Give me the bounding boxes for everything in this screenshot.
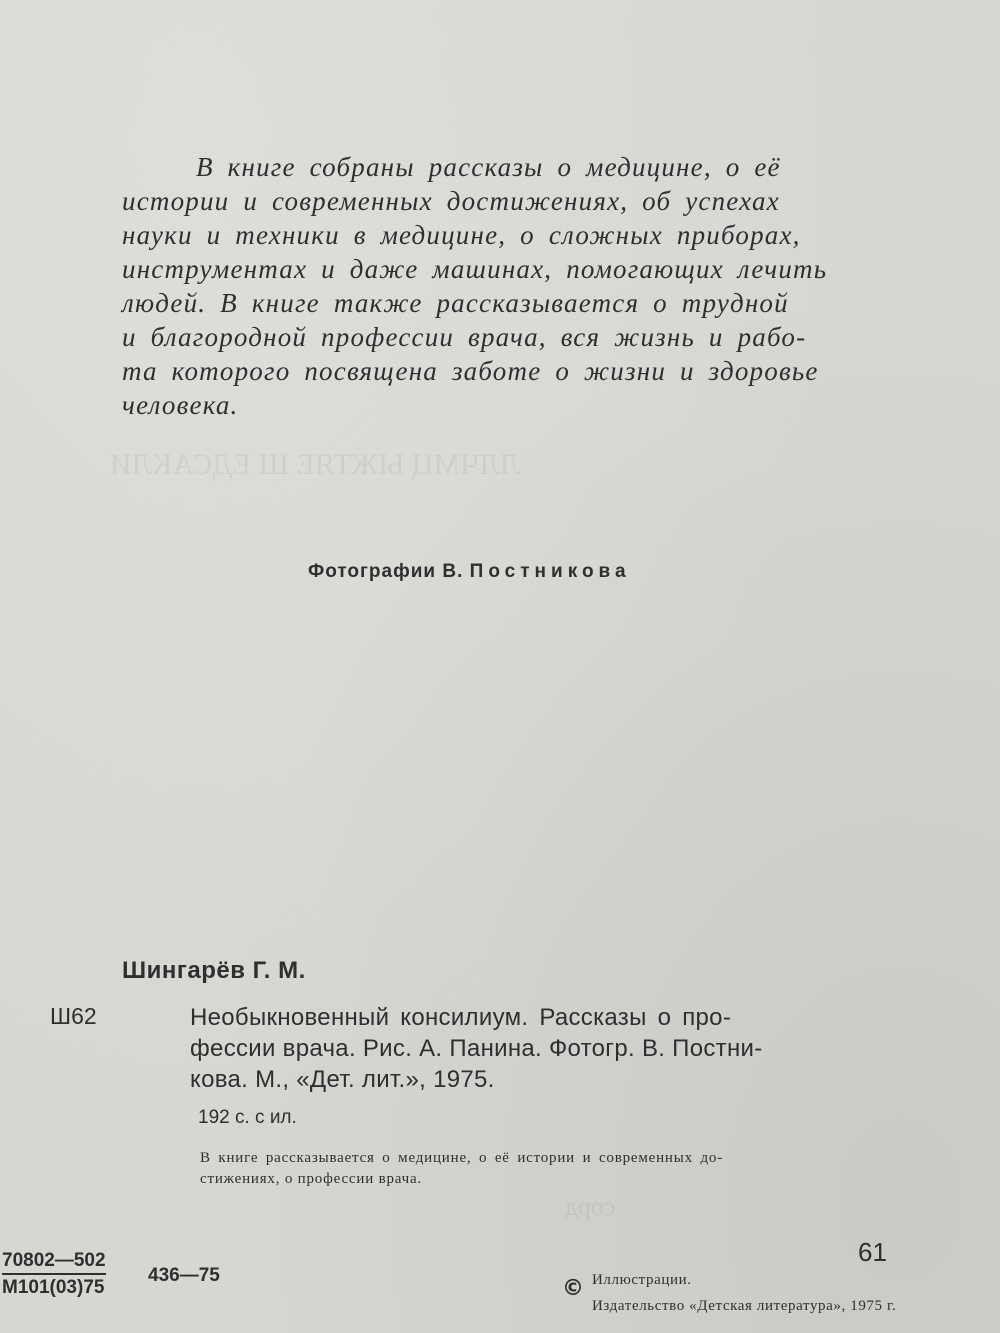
show-through-text: ЛЛЧМЦ ЫЖТЯЕ Ш ЕДСАКЛИ bbox=[110, 448, 521, 481]
description-line: фессии врача. Рис. А. Панина. Фотогр. В. Постни- bbox=[190, 1035, 763, 1062]
photo-credit bbox=[308, 561, 631, 583]
index-suffix: 436—75 bbox=[148, 1265, 220, 1286]
annotation-line: и благородной профессии врача, вся жизнь и рабо- bbox=[122, 322, 807, 352]
catalog-author: Шингарёв Г. М. bbox=[122, 957, 306, 984]
index-denominator: М101(03)75 bbox=[2, 1277, 105, 1298]
annotation-paragraph bbox=[122, 150, 922, 422]
classification-index bbox=[2, 1248, 106, 1300]
annotation-line: та которого посвящена заботе о жизни и здоровье bbox=[122, 356, 819, 386]
summary-line: В книге рассказывается о медицине, о её истории и современных до- bbox=[200, 1150, 723, 1166]
show-through-text-2: сорд bbox=[565, 1192, 616, 1221]
description-line: кова. М., «Дет. лит.», 1975. bbox=[190, 1066, 495, 1093]
catalog-summary bbox=[200, 1148, 900, 1190]
catalog-pages: 192 с. с ил. bbox=[198, 1107, 297, 1128]
annotation-line: В книге собраны рассказы о медицине, о её bbox=[196, 152, 781, 182]
description-line: Необыкновенный консилиум. Рассказы о про- bbox=[190, 1004, 732, 1031]
illustrations-note: Иллюстрации. bbox=[592, 1272, 692, 1288]
photo-credit-prefix: Фотографии В. bbox=[308, 561, 464, 582]
annotation-line: человека. bbox=[122, 390, 239, 420]
photo-credit-name: Постникова bbox=[469, 561, 631, 582]
copyright-icon: © bbox=[562, 1276, 584, 1301]
annotation-line: науки и техники в медицине, о сложных приборах, bbox=[122, 220, 801, 250]
annotation-line: людей. В книге также рассказывается о трудной bbox=[122, 288, 789, 318]
catalog-description bbox=[190, 1002, 890, 1095]
catalog-code: Ш62 bbox=[50, 1003, 97, 1029]
index-numerator: 70802—502 bbox=[2, 1248, 106, 1275]
publisher-line: Издательство «Детская литература», 1975 г. bbox=[592, 1298, 897, 1314]
page-number: 61 bbox=[858, 1237, 887, 1267]
summary-line: стижениях, о профессии врача. bbox=[200, 1171, 422, 1187]
annotation-line: истории и современных достижениях, об успехах bbox=[122, 186, 780, 216]
annotation-line: инструментах и даже машинах, помогающих лечить bbox=[122, 254, 828, 284]
